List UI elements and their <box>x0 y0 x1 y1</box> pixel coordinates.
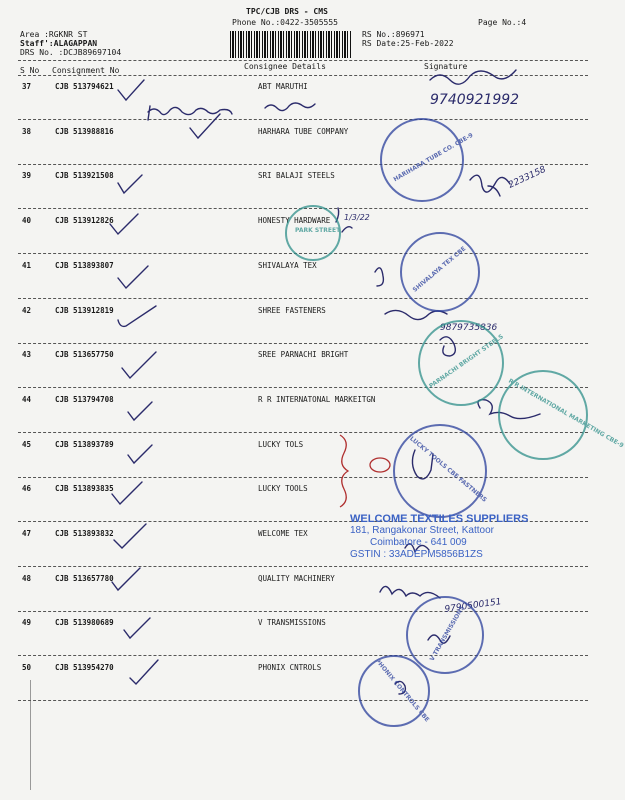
row-consignee: HONESTY HARDWARE <box>258 216 331 225</box>
row-consignment: CJB 513893835 <box>55 484 114 493</box>
welcome-stamp-name: WELCOME TEXTILES SUPPLIERS <box>350 513 529 525</box>
doc-title: TPC/CJB DRS - CMS <box>246 7 328 16</box>
staff-value: :ALAGAPPAN <box>48 39 98 48</box>
welcome-stamp-address: 181, Rangakonar Street, Kattoor <box>350 525 494 536</box>
row-consignee: QUALITY MACHINERY <box>258 574 335 583</box>
row-sno: 50 <box>22 663 32 672</box>
welcome-stamp-gstin: GSTIN : 33ADEPM5856B1ZS <box>350 549 483 560</box>
col-consignee: Consignee Details <box>244 62 326 71</box>
area-field: Area :RGKNR ST <box>20 30 88 39</box>
col-signature: Signature <box>424 62 468 71</box>
handwritten-42: 9879735836 <box>440 323 498 333</box>
row-consignment: CJB 513893789 <box>55 440 114 449</box>
row-consignee: LUCKY TOOLS <box>258 484 308 493</box>
handwritten-40: 1/3/22 <box>344 213 370 222</box>
row-consignment: CJB 513954270 <box>55 663 114 672</box>
lucky-stamp: LUCKY TOOLS CBE FASTNERS <box>393 424 487 518</box>
col-consignment: Consignment No <box>52 66 120 75</box>
welcome-textiles-stamp <box>350 513 528 561</box>
parnachi-stamp: PARNACHI BRIGHT STEELS <box>418 320 504 406</box>
row-consignee: SHIVALAYA TEX <box>258 261 317 270</box>
row-consignee: HARHARA TUBE COMPANY <box>258 127 349 136</box>
handwritten-48: 9790500151 <box>444 597 503 615</box>
row-consignee: SRI BALAJI STEELS <box>258 171 335 180</box>
row-sno: 44 <box>22 395 32 404</box>
honesty-stamp: PARK STREET <box>285 205 341 261</box>
row-consignment: CJB 513794621 <box>55 82 114 91</box>
row-consignment: CJB 513988816 <box>55 127 114 136</box>
row-consignee: WELCOME TEX <box>258 529 308 538</box>
rs-date: RS Date:25-Feb-2022 <box>362 39 454 48</box>
row-sno: 39 <box>22 171 32 180</box>
row-consignee: SREE PARNACHI BRIGHT <box>258 350 349 359</box>
row-consignee: R R INTERNATONAL MARKEITGN <box>258 395 376 404</box>
rr-stamp: R R INTERNATIONAL MARKETING CBE-9 <box>498 370 588 460</box>
row-consignment: CJB 513912826 <box>55 216 114 225</box>
drs-number: DRS No. :DCJB89697104 <box>20 48 122 57</box>
row-sno: 46 <box>22 484 32 493</box>
row-consignee: V TRANSMISSIONS <box>258 618 326 627</box>
row-sno: 42 <box>22 306 32 315</box>
row-consignee: LUCKY TOLS <box>258 440 304 449</box>
welcome-stamp-city: Coimbatore - 641 009 <box>370 537 467 548</box>
row-sno: 45 <box>22 440 32 449</box>
row-sno: 38 <box>22 127 32 136</box>
row-consignment: CJB 513893832 <box>55 529 114 538</box>
row-sno: 48 <box>22 574 32 583</box>
shivalaya-stamp: SHIVALAYA TEX CBE <box>400 232 480 312</box>
col-sno: S No <box>20 66 40 75</box>
staff-label: Staff <box>20 39 45 48</box>
row-consignment: CJB 513921508 <box>55 171 114 180</box>
row-consignee: ABT MARUTHI <box>258 82 308 91</box>
row-sno: 37 <box>22 82 32 91</box>
row-sno: 41 <box>22 261 32 270</box>
row-sno: 43 <box>22 350 32 359</box>
rs-number: RS No.:896971 <box>362 30 425 39</box>
handwritten-phone: 9740921992 <box>430 92 520 108</box>
row-consignment: CJB 513893807 <box>55 261 114 270</box>
row-consignment: CJB 513657750 <box>55 350 114 359</box>
phone-number: Phone No.:0422-3505555 <box>232 18 338 27</box>
row-sno: 47 <box>22 529 32 538</box>
row-consignment: CJB 513980689 <box>55 618 114 627</box>
row-consignee: SHREE FASTENERS <box>258 306 326 315</box>
row-sno: 49 <box>22 618 32 627</box>
handwritten-39: 2233158 <box>507 164 548 191</box>
harihara-stamp: HARIHARA TUBE CO. CBE-9 <box>380 118 464 202</box>
staff-field: Staff':ALAGAPPAN <box>20 39 98 48</box>
row-consignment: CJB 513794708 <box>55 395 114 404</box>
phonix-stamp: PHONIX CONTROLS CBE <box>358 655 430 727</box>
row-sno: 40 <box>22 216 32 225</box>
row-consignment: CJB 513657780 <box>55 574 114 583</box>
row-consignee: PHONIX CNTROLS <box>258 663 322 672</box>
vtrans-stamp: V TRANSMISSIONS <box>406 596 484 674</box>
page-number: Page No.:4 <box>478 18 527 27</box>
row-consignment: CJB 513912819 <box>55 306 114 315</box>
